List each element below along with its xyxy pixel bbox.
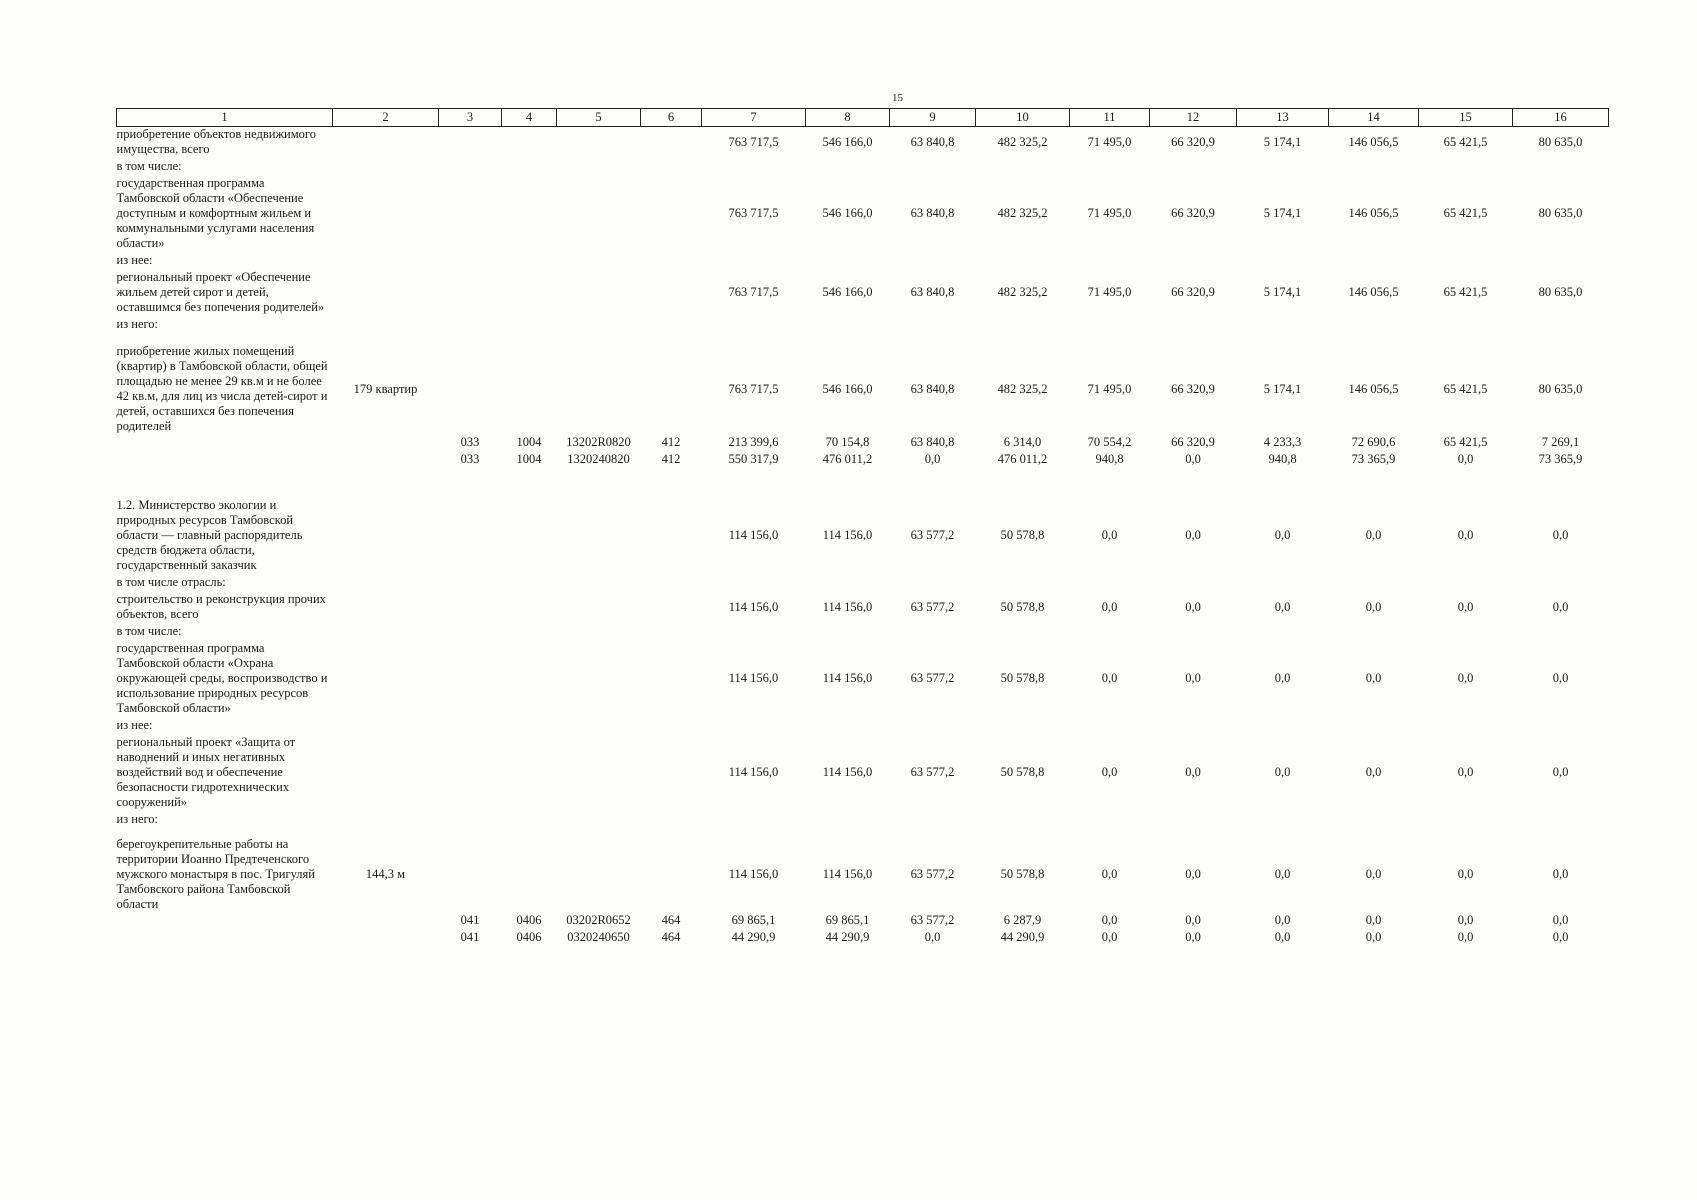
- value-cell: 6 314,0: [1003, 435, 1042, 449]
- row-label: региональный проект «Обеспечение жильем детей сирот и детей, оставшимся без попечения родителей»: [116, 270, 325, 314]
- note-row: [117, 573, 1609, 592]
- spacer-row: [117, 468, 1609, 486]
- column-header: 14: [1329, 109, 1419, 127]
- value-cell: 550 317,9: [728, 452, 779, 466]
- value-cell: 65 421,5: [1443, 285, 1488, 299]
- empty-cell: [502, 837, 557, 912]
- value-cell: 66 320,9: [1171, 435, 1215, 449]
- empty-cell: [333, 929, 439, 946]
- value-cell: 0,0: [1552, 671, 1569, 685]
- value-cell: 114 156,0: [822, 867, 873, 881]
- value-cell: 63 577,2: [910, 765, 955, 779]
- value-cell: 763 717,5: [728, 285, 779, 299]
- value-cell: 80 635,0: [1538, 285, 1583, 299]
- value-cell: 63 577,2: [910, 913, 955, 927]
- row-label: региональный проект «Защита от наводнений и иных негативных воздействий вод и обеспечение безопасности гидротехнических сооружений»: [116, 735, 296, 809]
- empty-cell: [117, 912, 333, 929]
- value-cell: 0,0: [1274, 765, 1291, 779]
- value-cell: 0,0: [1365, 867, 1382, 881]
- column-header: 12: [1150, 109, 1237, 127]
- row-label: приобретение объектов недвижимого имущества, всего: [116, 127, 316, 156]
- value-cell: 114 156,0: [822, 528, 873, 542]
- row-label: государственная программа Тамбовской области «Охрана окружающей среды, воспроизводство и использование природных ресурсов Тамбовской области»: [116, 641, 328, 715]
- budget-code-row: [117, 434, 1609, 451]
- value-cell: 4 233,3: [1263, 435, 1302, 449]
- value-cell: 44 290,9: [825, 930, 870, 944]
- value-cell: 0,0: [1185, 765, 1201, 779]
- value-cell: 146 056,5: [1348, 285, 1399, 299]
- value-cell: 546 166,0: [822, 206, 873, 220]
- empty-cell: [439, 592, 502, 622]
- value-cell: 0,0: [1365, 599, 1382, 614]
- empty-cell: [557, 735, 641, 810]
- value-cell: 69 865,1: [731, 913, 776, 927]
- value-cell: 71 495,0: [1087, 134, 1132, 149]
- department-code: 041: [460, 913, 480, 927]
- empty-cell: [333, 434, 439, 451]
- value-cell: 65 421,5: [1443, 134, 1488, 149]
- spacer-cell: [117, 468, 1609, 486]
- value-cell: 0,0: [1552, 867, 1569, 881]
- value-cell: 0,0: [1274, 930, 1291, 944]
- value-cell: 0,0: [924, 930, 941, 944]
- empty-cell: [439, 641, 502, 716]
- value-cell: 0,0: [1185, 599, 1201, 614]
- column-header: 6: [641, 109, 702, 127]
- empty-cell: [557, 498, 641, 573]
- row-label: берегоукрепительные работы на территории Иоанно Предтеченского мужского монастыря в пос. Тригуляй Тамбовского района Тамбовской области: [116, 837, 315, 911]
- value-cell: 114 156,0: [728, 528, 779, 542]
- empty-cell: [641, 344, 702, 434]
- value-cell: 80 635,0: [1538, 381, 1583, 396]
- note-label: в том числе:: [116, 159, 182, 173]
- column-header: 4: [502, 109, 557, 127]
- value-cell: 0,0: [1274, 599, 1291, 614]
- value-cell: 0,0: [1101, 599, 1118, 614]
- value-cell: 66 320,9: [1171, 206, 1215, 220]
- value-cell: 63 840,8: [910, 206, 955, 220]
- value-cell: 0,0: [1101, 867, 1118, 881]
- value-cell: 763 717,5: [728, 206, 779, 220]
- value-cell: 0,0: [1457, 671, 1474, 685]
- value-cell: 476 011,2: [822, 452, 873, 466]
- empty-cell: [557, 127, 641, 158]
- table-row: [117, 592, 1609, 622]
- table-row: [117, 735, 1609, 810]
- value-cell: 70 154,8: [825, 435, 870, 449]
- table-row: [117, 127, 1609, 158]
- empty-cell: [557, 592, 641, 622]
- value-cell: 73 365,9: [1538, 452, 1583, 466]
- value-cell: 63 577,2: [910, 528, 955, 542]
- spacer-cell: [117, 486, 1609, 498]
- value-cell: 63 840,8: [910, 381, 955, 396]
- value-cell: 114 156,0: [822, 671, 873, 685]
- empty-cell: [502, 176, 557, 251]
- value-cell: 65 421,5: [1443, 381, 1488, 396]
- empty-cell: [641, 641, 702, 716]
- value-cell: 63 840,8: [910, 435, 955, 449]
- value-cell: 72 690,6: [1351, 435, 1396, 449]
- note-row: [117, 810, 1609, 829]
- column-header: 13: [1237, 109, 1329, 127]
- empty-cell: [502, 641, 557, 716]
- value-cell: 0,0: [1457, 913, 1474, 927]
- section-code: 0406: [516, 913, 542, 927]
- value-cell: 0,0: [1101, 765, 1118, 779]
- value-cell: 0,0: [1274, 913, 1291, 927]
- value-cell: 5 174,1: [1263, 285, 1302, 299]
- value-cell: 0,0: [1552, 930, 1569, 944]
- value-cell: 50 578,8: [1000, 528, 1045, 542]
- empty-cell: [502, 270, 557, 315]
- budget-code-row: [117, 912, 1609, 929]
- note-label: в том числе отрасль:: [116, 575, 226, 589]
- value-cell: 0,0: [1457, 452, 1474, 466]
- value-cell: 0,0: [1274, 867, 1291, 881]
- value-cell: 63 577,2: [910, 599, 955, 614]
- column-header: 3: [439, 109, 502, 127]
- value-cell: 146 056,5: [1348, 206, 1399, 220]
- spacer-row: [117, 829, 1609, 837]
- value-cell: 63 577,2: [910, 671, 955, 685]
- section-code: 0406: [516, 930, 542, 944]
- note-row: [117, 315, 1609, 334]
- note-row: [117, 157, 1609, 176]
- value-cell: 63 840,8: [910, 134, 955, 149]
- value-cell: 71 495,0: [1087, 381, 1132, 396]
- target-article-code: 1320240820: [567, 452, 630, 466]
- empty-cell: [641, 270, 702, 315]
- value-cell: 50 578,8: [1000, 671, 1045, 685]
- value-cell: 546 166,0: [822, 285, 873, 299]
- table-row: [117, 498, 1609, 573]
- value-cell: 71 495,0: [1087, 285, 1132, 299]
- value-cell: 6 287,9: [1003, 913, 1042, 927]
- value-cell: 0,0: [1457, 599, 1474, 614]
- row-unit: [333, 735, 439, 810]
- empty-cell: [502, 127, 557, 158]
- row-unit: [333, 176, 439, 251]
- empty-cell: [641, 735, 702, 810]
- value-cell: 146 056,5: [1348, 381, 1399, 396]
- value-cell: 66 320,9: [1171, 134, 1215, 149]
- table-row: [117, 344, 1609, 434]
- value-cell: 71 495,0: [1087, 206, 1132, 220]
- value-cell: 0,0: [1101, 528, 1118, 542]
- empty-cell: [439, 344, 502, 434]
- section-code: 1004: [516, 452, 542, 466]
- value-cell: 0,0: [1274, 528, 1291, 542]
- expense-type-code: 464: [661, 930, 681, 944]
- section-code: 1004: [516, 435, 542, 449]
- column-header: 5: [557, 109, 641, 127]
- column-header: 7: [702, 109, 806, 127]
- value-cell: 114 156,0: [728, 765, 779, 779]
- value-cell: 0,0: [1365, 765, 1382, 779]
- note-label: из нее:: [116, 718, 153, 732]
- value-cell: 146 056,5: [1348, 134, 1399, 149]
- value-cell: 5 174,1: [1263, 206, 1302, 220]
- target-article-code: 03202R0652: [566, 913, 631, 927]
- value-cell: 0,0: [1552, 765, 1569, 779]
- column-header: 16: [1513, 109, 1609, 127]
- column-header: 10: [976, 109, 1070, 127]
- row-label: строительство и реконструкция прочих объектов, всего: [116, 592, 326, 621]
- value-cell: 0,0: [1185, 528, 1201, 542]
- value-cell: 763 717,5: [728, 134, 779, 149]
- value-cell: 63 840,8: [910, 285, 955, 299]
- value-cell: 0,0: [1365, 930, 1382, 944]
- value-cell: 114 156,0: [728, 599, 779, 614]
- budget-code-row: [117, 451, 1609, 468]
- column-header: 2: [333, 109, 439, 127]
- empty-cell: [641, 592, 702, 622]
- empty-cell: [333, 451, 439, 468]
- value-cell: 70 554,2: [1087, 435, 1132, 449]
- value-cell: 0,0: [1457, 867, 1474, 881]
- empty-cell: [502, 498, 557, 573]
- row-unit: 144,3 м: [365, 867, 406, 881]
- value-cell: 44 290,9: [1000, 930, 1045, 944]
- empty-cell: [439, 498, 502, 573]
- spacer-row: [117, 486, 1609, 498]
- note-row: [117, 622, 1609, 641]
- value-cell: 0,0: [1274, 671, 1291, 685]
- value-cell: 7 269,1: [1541, 435, 1580, 449]
- value-cell: 0,0: [1185, 671, 1201, 685]
- value-cell: 482 325,2: [997, 134, 1048, 149]
- value-cell: 0,0: [1552, 913, 1569, 927]
- value-cell: 65 421,5: [1443, 206, 1488, 220]
- value-cell: 69 865,1: [825, 913, 870, 927]
- value-cell: 114 156,0: [822, 765, 873, 779]
- note-label: из него:: [116, 317, 159, 331]
- value-cell: 0,0: [1365, 671, 1382, 685]
- empty-cell: [439, 837, 502, 912]
- value-cell: 80 635,0: [1538, 206, 1583, 220]
- column-number-header: [117, 109, 1609, 127]
- row-unit: [333, 641, 439, 716]
- column-header: 9: [890, 109, 976, 127]
- target-article-code: 13202R0820: [566, 435, 631, 449]
- table-row: [117, 176, 1609, 251]
- value-cell: 546 166,0: [822, 381, 873, 396]
- row-unit: [333, 592, 439, 622]
- value-cell: 66 320,9: [1171, 381, 1215, 396]
- empty-cell: [117, 929, 333, 946]
- value-cell: 50 578,8: [1000, 599, 1045, 614]
- empty-cell: [557, 641, 641, 716]
- row-unit: [333, 127, 439, 158]
- expense-type-code: 412: [661, 452, 681, 466]
- value-cell: 0,0: [1457, 765, 1474, 779]
- spacer-row: [117, 334, 1609, 344]
- value-cell: 66 320,9: [1171, 285, 1215, 299]
- value-cell: 546 166,0: [822, 134, 873, 149]
- note-label: из него:: [116, 812, 159, 826]
- empty-cell: [557, 270, 641, 315]
- empty-cell: [439, 735, 502, 810]
- value-cell: 482 325,2: [997, 206, 1048, 220]
- expense-type-code: 412: [661, 435, 681, 449]
- value-cell: 44 290,9: [731, 930, 776, 944]
- row-unit: [333, 498, 439, 573]
- note-row: [117, 251, 1609, 270]
- column-header: 15: [1419, 109, 1513, 127]
- value-cell: 476 011,2: [997, 452, 1048, 466]
- value-cell: 940,8: [1268, 452, 1297, 466]
- empty-cell: [502, 344, 557, 434]
- department-code: 033: [460, 435, 480, 449]
- table-row: [117, 837, 1609, 912]
- department-code: 033: [460, 452, 480, 466]
- empty-cell: [641, 176, 702, 251]
- row-label: 1.2. Министерство экологии и природных ресурсов Тамбовской области — главный распорядитель средств бюджета области, государственный заказчик: [116, 498, 303, 572]
- value-cell: 763 717,5: [728, 381, 779, 396]
- value-cell: 114 156,0: [728, 671, 779, 685]
- row-label: государственная программа Тамбовской области «Обеспечение доступным и комфортным жильем и коммунальными услугами населения области»: [116, 176, 315, 250]
- value-cell: 0,0: [1457, 930, 1474, 944]
- note-row: [117, 716, 1609, 735]
- column-header: 1: [117, 109, 333, 127]
- value-cell: 0,0: [1101, 671, 1118, 685]
- empty-cell: [557, 344, 641, 434]
- value-cell: 0,0: [1101, 913, 1118, 927]
- expense-type-code: 464: [661, 913, 681, 927]
- page-number: 15: [892, 92, 903, 104]
- value-cell: 80 635,0: [1538, 134, 1583, 149]
- value-cell: 50 578,8: [1000, 765, 1045, 779]
- empty-cell: [502, 592, 557, 622]
- empty-cell: [502, 735, 557, 810]
- value-cell: 0,0: [1185, 452, 1201, 466]
- value-cell: 0,0: [1365, 913, 1382, 927]
- empty-cell: [439, 127, 502, 158]
- empty-cell: [557, 176, 641, 251]
- table-row: [117, 270, 1609, 315]
- empty-cell: [439, 176, 502, 251]
- value-cell: 0,0: [1457, 528, 1474, 542]
- budget-table: [116, 108, 1609, 946]
- value-cell: 0,0: [1365, 528, 1382, 542]
- row-label: приобретение жилых помещений (квартир) в Тамбовской области, общей площадью не менее 29 кв.м и не более 42 кв.м, для лиц из числа детей-сирот и детей, оставшихся без попечения родителей: [116, 344, 328, 433]
- department-code: 041: [460, 930, 480, 944]
- value-cell: 213 399,6: [728, 435, 779, 449]
- value-cell: 482 325,2: [997, 285, 1048, 299]
- value-cell: 0,0: [1552, 528, 1569, 542]
- spacer-cell: [117, 334, 1609, 344]
- note-label: из нее:: [116, 253, 153, 267]
- value-cell: 114 156,0: [822, 599, 873, 614]
- empty-cell: [333, 912, 439, 929]
- value-cell: 0,0: [1185, 913, 1201, 927]
- value-cell: 940,8: [1095, 452, 1124, 466]
- empty-cell: [641, 498, 702, 573]
- value-cell: 0,0: [1185, 930, 1201, 944]
- value-cell: 63 577,2: [910, 867, 955, 881]
- empty-cell: [117, 434, 333, 451]
- value-cell: 0,0: [1101, 930, 1118, 944]
- table-body: [117, 127, 1609, 947]
- value-cell: 5 174,1: [1263, 134, 1302, 149]
- value-cell: 0,0: [1552, 599, 1569, 614]
- spacer-cell: [117, 829, 1609, 837]
- note-label: в том числе:: [116, 624, 182, 638]
- value-cell: 482 325,2: [997, 381, 1048, 396]
- target-article-code: 0320240650: [567, 930, 630, 944]
- empty-cell: [557, 837, 641, 912]
- row-unit: 179 квартир: [353, 381, 418, 396]
- row-unit: [333, 270, 439, 315]
- empty-cell: [641, 837, 702, 912]
- empty-cell: [439, 270, 502, 315]
- empty-cell: [641, 127, 702, 158]
- empty-cell: [117, 451, 333, 468]
- budget-code-row: [117, 929, 1609, 946]
- column-header: 8: [806, 109, 890, 127]
- value-cell: 50 578,8: [1000, 867, 1045, 881]
- value-cell: 73 365,9: [1351, 452, 1396, 466]
- value-cell: 65 421,5: [1443, 435, 1488, 449]
- table-row: [117, 641, 1609, 716]
- value-cell: 0,0: [924, 452, 941, 466]
- column-header: 11: [1070, 109, 1150, 127]
- value-cell: 5 174,1: [1263, 381, 1302, 396]
- value-cell: 114 156,0: [728, 867, 779, 881]
- value-cell: 0,0: [1185, 867, 1201, 881]
